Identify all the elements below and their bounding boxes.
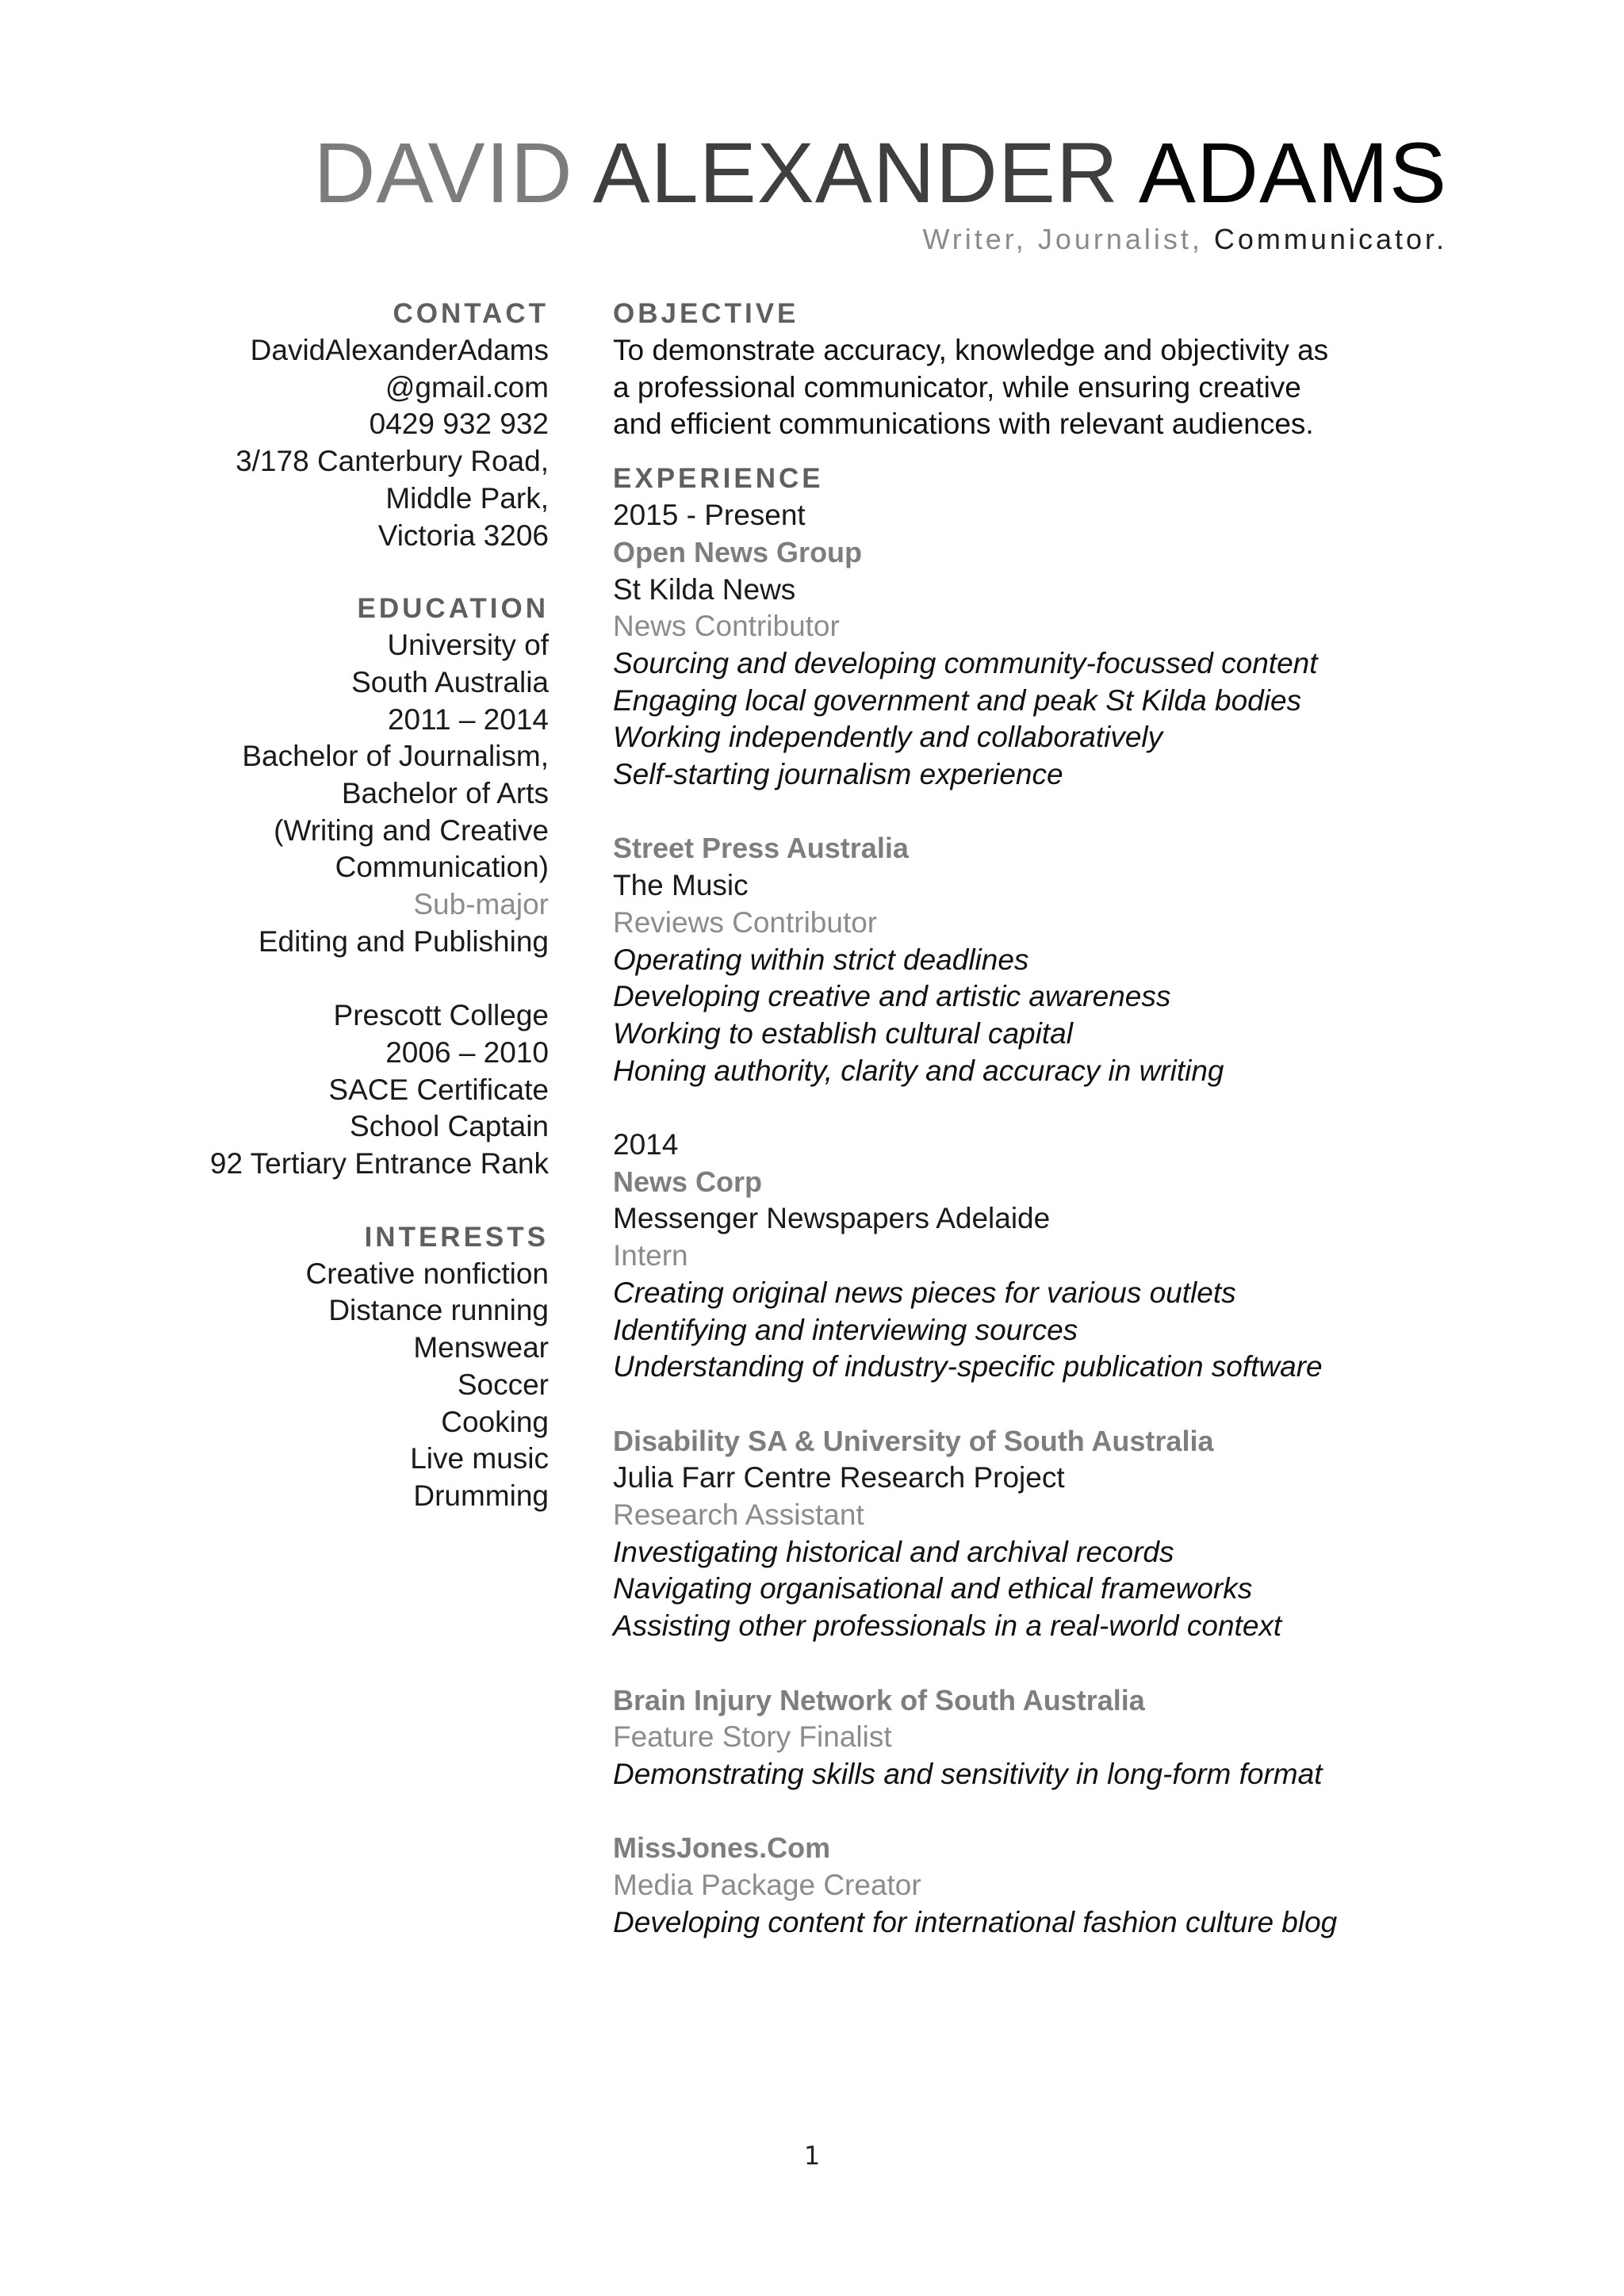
duty-item: Sourcing and developing community-focussed content [613,646,1318,679]
first-name: DAVID [313,124,573,220]
contact-address-state: Victoria 3206 [377,519,549,552]
duty-item: Honing authority, clarity and accuracy in writing [613,1054,1224,1087]
education-section [136,591,549,1183]
outlet-name: Messenger Newspapers Adelaide [613,1202,1051,1235]
employer-name: MissJones.Com [613,1831,831,1865]
duty-item: Self-starting journalism experience [613,758,1063,791]
page-number: 1 [803,2141,821,2171]
education-line: Prescott College [333,999,549,1032]
objective-line: a professional communicator, while ensuring creative [613,370,1301,404]
contact-heading: CONTACT [393,298,549,329]
outlet-name: The Music [613,869,749,902]
experience-entry [613,1830,1469,1941]
job-role: Intern [613,1239,688,1272]
employer-name: Disability SA & University of South Australia [613,1424,1214,1457]
resume-header [314,125,1447,257]
contact-address-street: 3/178 Canterbury Road, [236,445,549,478]
job-role: Research Assistant [613,1498,864,1532]
objective-heading: OBJECTIVE [613,298,799,329]
duty-item: Identifying and interviewing sources [613,1313,1078,1346]
outlet-name: St Kilda News [613,572,796,606]
job-role: News Contributor [613,610,840,643]
interest-item: Live music [410,1442,549,1475]
interests-section [136,1219,549,1515]
main-content [613,296,1469,1978]
employer-name: News Corp [613,1165,763,1198]
interest-item: Soccer [457,1368,549,1401]
middle-name: ALEXANDER [592,124,1119,220]
duty-item: Working to establish cultural capital [613,1016,1073,1050]
interest-item: Distance running [328,1294,549,1327]
interest-item: Creative nonfiction [305,1257,549,1290]
last-name: ADAMS [1138,124,1447,220]
tagline-communicator: Communicator. [1213,223,1447,255]
duty-item: Developing content for international fashion culture blog [613,1905,1338,1938]
full-name [314,125,1447,220]
education-line: University of [387,629,549,662]
contact-phone: 0429 932 932 [369,408,549,441]
duty-item: Investigating historical and archival records [613,1535,1174,1568]
employer-name: Open News Group [613,535,863,568]
experience-entry [613,534,1469,794]
education-heading: EDUCATION [357,593,549,625]
experience-period: 2015 - Present [613,499,806,532]
duty-item: Understanding of industry-specific publication software [613,1350,1323,1383]
contact-address-suburb: Middle Park, [385,481,549,515]
contact-email-domain: @gmail.com [385,370,549,404]
education-line: Communication) [335,851,549,884]
duty-item: Creating original news pieces for various outlets [613,1276,1236,1309]
outlet-name: Julia Farr Centre Research Project [613,1461,1065,1494]
experience-heading: EXPERIENCE [613,463,824,495]
education-line: South Australia [351,665,549,698]
education-line: Bachelor of Arts [341,777,549,810]
tagline [314,222,1447,257]
education-line: 2006 – 2010 [385,1035,549,1069]
duty-item: Demonstrating skills and sensitivity in long-form format [613,1757,1323,1790]
submajor-label: Sub-major [413,888,549,921]
job-role: Reviews Contributor [613,905,878,939]
interest-item: Drumming [413,1479,549,1512]
duty-item: Navigating organisational and ethical frameworks [613,1572,1253,1605]
duty-item: Developing creative and artistic awareness [613,980,1171,1013]
education-line: 2011 – 2014 [387,702,549,736]
duty-item: Operating within strict deadlines [613,943,1029,976]
job-role: Feature Story Finalist [613,1720,892,1754]
education-line: School Captain [350,1110,549,1143]
duty-item: Assisting other professionals in a real-world context [613,1609,1282,1643]
experience-entry [613,1682,1469,1793]
employer-name: Street Press Australia [613,832,909,865]
experience-entry [613,1164,1469,1386]
employer-name: Brain Injury Network of South Australia [613,1683,1145,1716]
experience-section [613,461,1469,1941]
tagline-roles: Writer, Journalist, [922,223,1203,255]
objective-line: and efficient communications with relevant audiences. [613,408,1314,441]
interests-heading: INTERESTS [364,1221,549,1253]
duty-item: Working independently and collaboratively [613,721,1163,754]
interest-item: Menswear [413,1331,549,1364]
job-role: Media Package Creator [613,1869,921,1902]
experience-entry [613,1423,1469,1645]
objective-line: To demonstrate accuracy, knowledge and objectivity as [613,334,1329,366]
objective-section [613,296,1469,443]
submajor-value: Editing and Publishing [258,924,549,958]
education-line: Bachelor of Journalism, [242,740,549,773]
education-line: SACE Certificate [328,1073,549,1106]
sidebar [136,296,549,1552]
contact-section [136,296,549,554]
education-spacer [136,961,549,998]
duty-item: Engaging local government and peak St Kilda bodies [613,683,1302,717]
education-line: 92 Tertiary Entrance Rank [209,1147,549,1181]
education-line: (Writing and Creative [274,813,549,847]
experience-period: 2014 [613,1128,679,1161]
contact-email-user: DavidAlexanderAdams [250,334,549,366]
experience-entry [613,830,1469,1089]
interest-item: Cooking [441,1405,549,1438]
